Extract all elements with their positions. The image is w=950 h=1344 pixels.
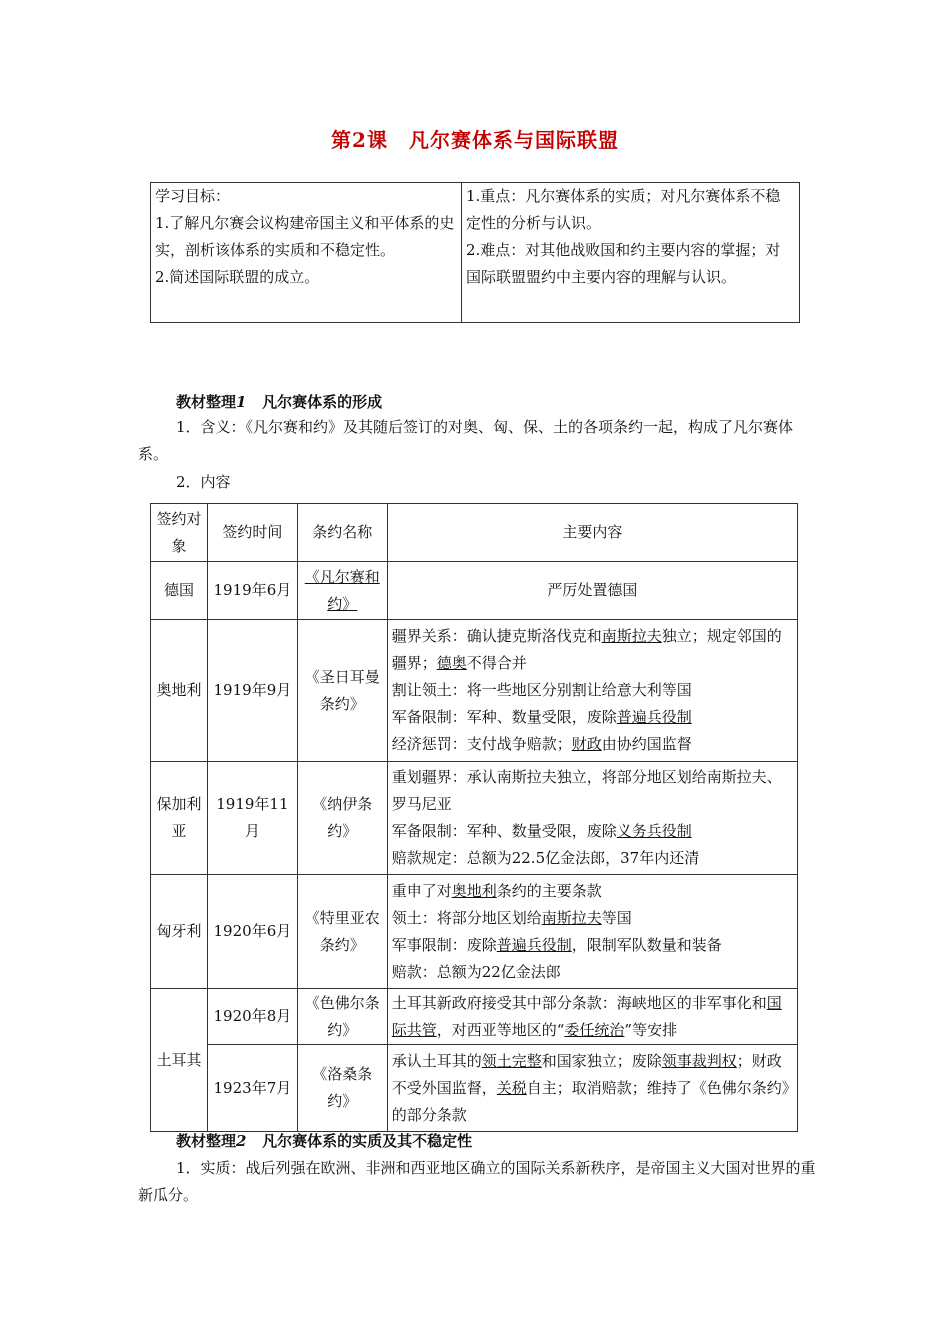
lausanne-content: 承认土耳其的领土完整和国家独立；废除领事裁判权；财政不受外国监督，关税自主；取消赔款；维持了《色佛尔条约》的部分条款: [387, 1045, 797, 1132]
objective-1: 1.了解凡尔赛会议构建帝国主义和平体系的史实，剖析该体系的实质和不稳定性。: [155, 214, 455, 259]
objectives-heading: 学习目标：: [155, 187, 231, 205]
table-row: 土耳其 1920年8月 《色佛尔条约》 土耳其新政府接受其中部分条款：海峡地区的非军事化和国际共管，对西亚等地区的“委任统治”等安排: [151, 989, 798, 1045]
table-row: 德国 1919年6月 《凡尔赛和约》 严厉处置德国: [151, 562, 798, 620]
key-point: 1.重点：凡尔赛体系的实质；对凡尔赛体系不稳定性的分析与认识。: [466, 187, 781, 232]
section-1-heading: 教材整理1 凡尔赛体系的形成: [176, 393, 383, 411]
objectives-right: [462, 183, 799, 322]
section-2-heading: 教材整理2 凡尔赛体系的实质及其不稳定性: [176, 1132, 473, 1150]
hungary-content: 重申了对奥地利条约的主要条款 领土：将部分地区划给南斯拉夫等国 军事限制：废除普遍兵役制，限制军队数量和装备 赔款：总额为22亿金法郎: [387, 875, 797, 989]
page-title: 第2课 凡尔赛体系与国际联盟: [331, 128, 619, 152]
table-row: 匈牙利 1920年6月 《特里亚农条约》 重申了对奥地利条约的主要条款 领土：将部分地区划给南斯拉夫等国 军事限制：废除普遍兵役制，限制军队数量和装备 赔款：总额为22亿金法郎: [151, 875, 798, 989]
objective-2: 2.简述国际联盟的成立。: [155, 268, 320, 286]
austria-content: 疆界关系：确认捷克斯洛伐克和南斯拉夫独立；规定邻国的疆界；德奥不得合并 割让领土：将一些地区分别割让给意大利等国 军备限制：军种、数量受限，废除普遍兵役制 经济惩罚：支付战争赔款；财政由协约国监督: [387, 620, 797, 762]
header-content: 主要内容: [387, 504, 797, 562]
essence-paragraph: 1．实质：战后列强在欧洲、非洲和西亚地区确立的国际关系新秩序，是帝国主义大国对世界的重新瓜分。: [138, 1159, 816, 1204]
objectives-table: [150, 182, 800, 323]
objectives-left: [151, 183, 462, 322]
sevres-content: 土耳其新政府接受其中部分条款：海峡地区的非军事化和国际共管，对西亚等地区的“委任统治”等安排: [387, 989, 797, 1045]
table-row: 奥地利 1919年9月 《圣日耳曼条约》 疆界关系：确认捷克斯洛伐克和南斯拉夫独立；规定邻国的疆界；德奥不得合并 割让领土：将一些地区分别割让给意大利等国 军备限制：军种、数量受限，废除普遍兵役制 经济惩罚：支付战争赔款；财政由协约国监督: [151, 620, 798, 762]
header-treaty: 条约名称: [297, 504, 387, 562]
definition-paragraph: 1．含义：《凡尔赛和约》及其随后签订的对奥、匈、保、土的各项条约一起，构成了凡尔赛体系。: [138, 418, 794, 463]
header-time: 签约时间: [207, 504, 297, 562]
table-row: 1923年7月 《洛桑条约》 承认土耳其的领土完整和国家独立；废除领事裁判权；财政不受外国监督，关税自主；取消赔款；维持了《色佛尔条约》的部分条款: [151, 1045, 798, 1132]
bulgaria-content: 重划疆界：承认南斯拉夫独立，将部分地区划给南斯拉夫、罗马尼亚 军备限制：军种、数量受限，废除义务兵役制 赔款规定：总额为22.5亿金法郎，37年内还清: [387, 762, 797, 875]
table-header-row: [151, 504, 798, 562]
treaties-table: [150, 503, 798, 1132]
table-row: 保加利亚 1919年11月 《纳伊条约》 重划疆界：承认南斯拉夫独立，将部分地区划给南斯拉夫、罗马尼亚 军备限制：军种、数量受限，废除义务兵役制 赔款规定：总额为22.5亿金法郎，37年内还清: [151, 762, 798, 875]
header-party: 签约对象: [151, 504, 208, 562]
difficult-point: 2.难点：对其他战败国和约主要内容的掌握；对国际联盟盟约中主要内容的理解与认识。: [466, 241, 781, 286]
content-label: 2．内容: [176, 473, 231, 491]
